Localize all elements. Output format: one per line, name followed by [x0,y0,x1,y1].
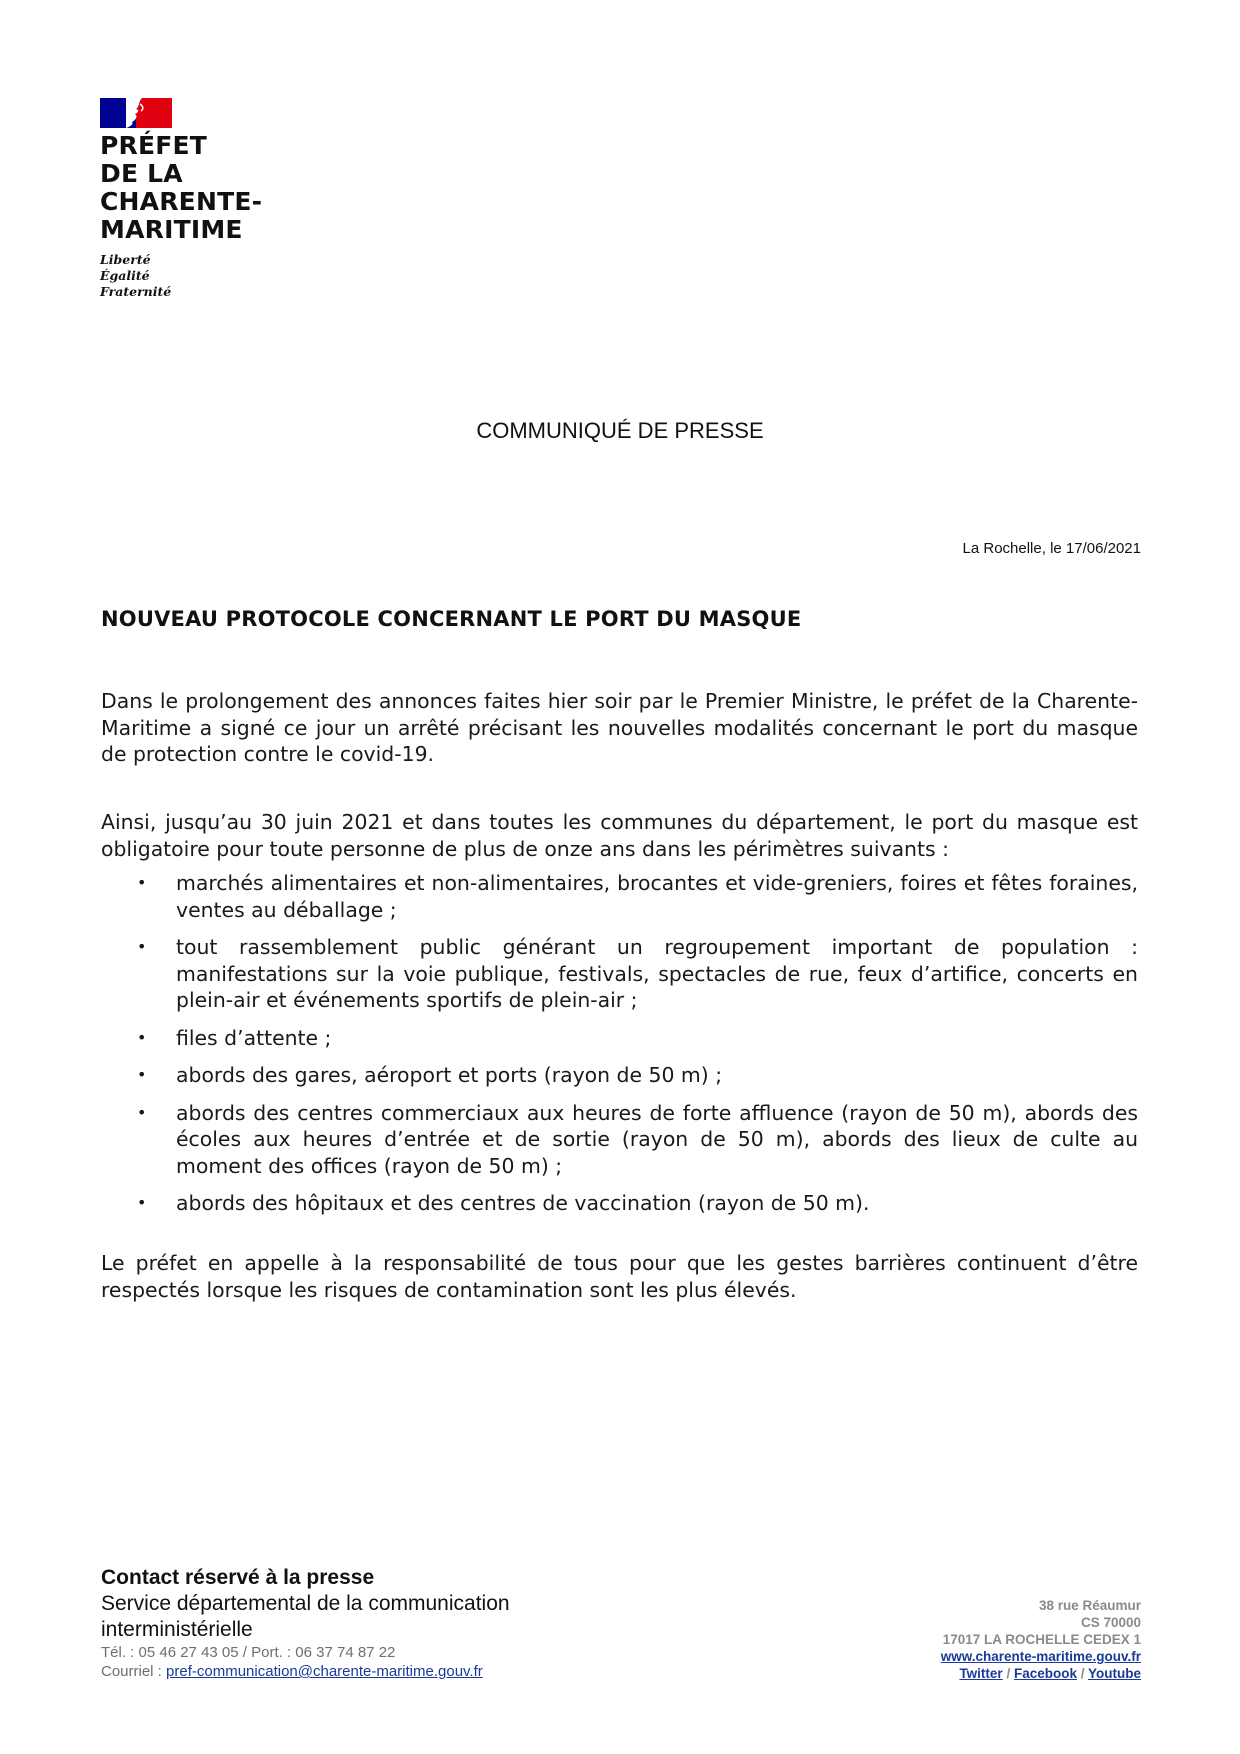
motto-line: Égalité [100,268,150,283]
press-contact [101,1565,621,1681]
social-separator: / [1002,1666,1014,1681]
perimeter-list [101,870,1138,1228]
contact-title: Contact réservé à la presse [101,1566,375,1589]
document-date: La Rochelle, le 17/06/2021 [962,540,1141,557]
list-item-text: tout rassemblement public générant un regroupement important de population : manifestations sur la voie publique, festivals, spectacles de rue, feux d’artifice, concerts en plein-air et événements sportifs de plein-air ; [176,935,1138,1012]
marianne-icon [126,98,146,128]
closing-paragraph: Le préfet en appelle à la responsabilité de tous pour que les gestes barrières continuent d’être respectés lorsque les risques de contamination sont les plus élevés. [101,1251,1138,1302]
list-item-text: abords des hôpitaux et des centres de vaccination (rayon de 50 m). [176,1191,870,1215]
list-item-text: marchés alimentaires et non-alimentaires, brocantes et vide-greniers, foires et fêtes foraines, ventes au déballage ; [176,871,1138,922]
motto-line: Fraternité [100,284,172,299]
email-link[interactable]: pref-communication@charente-maritime.gouv.fr [166,1663,483,1680]
prefecture-address [941,1597,1141,1682]
french-flag-icon [100,98,172,128]
list-item [101,1190,1138,1217]
institution-line: DE LA [100,159,183,188]
intro-paragraph: Dans le prolongement des annonces faites hier soir par le Premier Ministre, le préfet de la Charente-Maritime a signé ce jour un arrêté précisant les nouvelles modalités concernant le port du masque de protection contre le covid-19. [101,689,1138,766]
twitter-link[interactable]: Twitter [959,1666,1003,1681]
bullet-icon: • [137,1027,147,1047]
list-item [101,1025,1138,1052]
bullet-icon: • [137,1102,147,1122]
list-item [101,1100,1138,1180]
list-item-text: files d’attente ; [176,1025,332,1050]
contact-email-line [101,1662,621,1681]
youtube-link[interactable]: Youtube [1088,1666,1141,1681]
facebook-link[interactable]: Facebook [1013,1666,1077,1681]
contact-service: Service départemental de la communication interministérielle [101,1592,510,1641]
list-item [101,870,1138,923]
social-separator: / [1076,1666,1088,1681]
document-type-heading: COMMUNIQUÉ DE PRESSE [476,418,764,443]
list-item [101,1062,1138,1089]
address-city: 17017 LA ROCHELLE CEDEX 1 [942,1632,1141,1647]
bullet-icon: • [137,873,147,892]
document-title: NOUVEAU PROTOCOLE CONCERNANT LE PORT DU MASQUE [101,607,802,631]
rule-paragraph: Ainsi, jusqu’au 30 juin 2021 et dans toutes les communes du département, le port du masque est obligatoire pour toute personne de plus de onze ans dans les périmètres suivants : [101,810,1138,861]
bullet-icon: • [137,937,147,956]
address-cs: CS 70000 [1080,1615,1141,1630]
address-street: 38 rue Réaumur [1038,1598,1141,1613]
bullet-icon: • [137,1193,147,1212]
institution-line: PRÉFET [100,131,208,160]
email-label: Courriel : [101,1663,167,1680]
republic-motto [100,252,300,300]
bullet-icon: • [137,1065,147,1084]
list-item [101,934,1138,1014]
institution-line: CHARENTE- [100,187,263,216]
list-item-text: abords des gares, aéroport et ports (rayon de 50 m) ; [176,1063,723,1087]
website-link[interactable]: www.charente-maritime.gouv.fr [940,1649,1141,1664]
social-links [941,1665,1141,1682]
motto-line: Liberté [100,252,151,267]
institution-name [100,132,300,244]
contact-phone: Tél. : 05 46 27 43 05 / Port. : 06 37 74 87 22 [101,1644,396,1661]
list-item-text: abords des centres commerciaux aux heures de forte affluence (rayon de 50 m), abords des écoles aux heures d’entrée et de sortie (rayon de 50 m), abords des lieux de culte au moment des offices (rayon de 50 m) ; [176,1100,1138,1178]
institution-line: MARITIME [100,215,243,244]
prefecture-logo [100,98,300,300]
